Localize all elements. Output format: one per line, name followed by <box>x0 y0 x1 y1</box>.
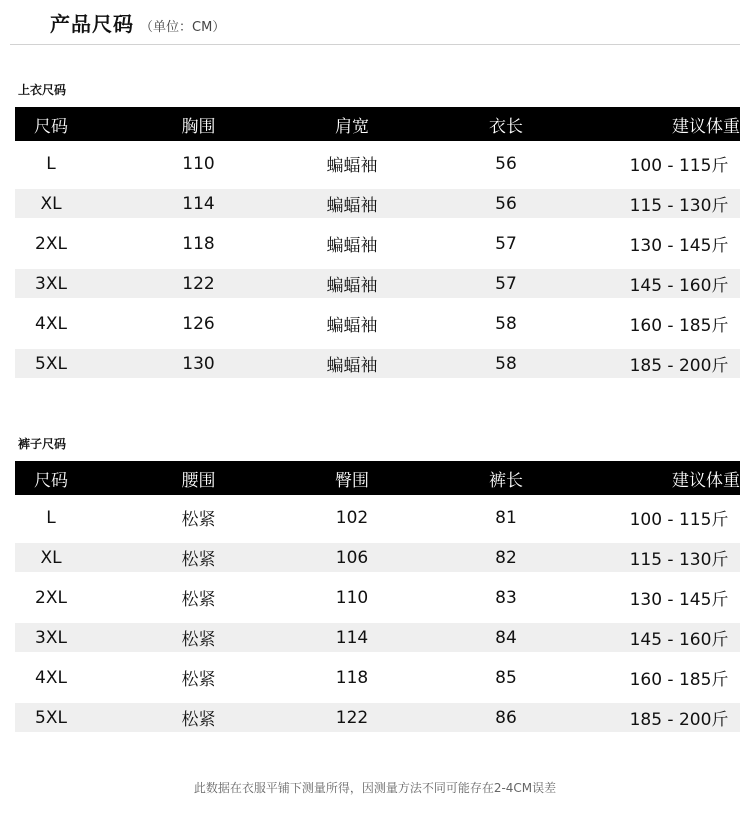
cell-hip: 122 <box>310 703 394 732</box>
page-title: 产品尺码 <box>50 12 134 36</box>
pants-size-label: 裤子尺码 <box>18 437 67 451</box>
cell-weight: 160 - 185斤 <box>629 316 729 336</box>
cell-waist: 松紧 <box>87 623 310 652</box>
cell-hip: 114 <box>310 623 394 652</box>
cell-weight: 100 - 115斤 <box>629 510 729 530</box>
table-row <box>15 189 740 218</box>
cell-shoulder: 蝙蝠袖 <box>326 156 378 176</box>
table-row <box>15 543 740 572</box>
column-header-length: 衣长 <box>394 107 618 141</box>
cell-weight: 100 - 115斤 <box>629 156 729 176</box>
cell-size: 5XL <box>15 349 87 378</box>
cell-weight: 115 - 130斤 <box>618 189 740 218</box>
table-row <box>15 623 740 652</box>
cell-weight: 160 - 185斤 <box>629 670 729 690</box>
pants-size-table <box>15 461 740 732</box>
cell-size: 4XL <box>35 313 67 334</box>
cell-length: 56 <box>495 153 517 174</box>
cell-length: 57 <box>495 233 517 254</box>
cell-shoulder: 蝙蝠袖 <box>326 236 378 256</box>
cell-chest: 110 <box>182 153 215 174</box>
cell-size: L <box>46 507 56 528</box>
table-row <box>15 229 740 258</box>
cell-pants-length: 86 <box>394 703 618 732</box>
cell-waist: 松紧 <box>87 703 310 732</box>
table-row <box>15 663 740 692</box>
cell-length: 58 <box>394 349 618 378</box>
cell-waist: 松紧 <box>181 670 216 690</box>
cell-size: L <box>46 153 56 174</box>
cell-shoulder: 蝙蝠袖 <box>310 189 394 218</box>
cell-weight: 115 - 130斤 <box>618 543 740 572</box>
cell-length: 56 <box>394 189 618 218</box>
unit-note: （单位：CM） <box>140 20 226 35</box>
column-header-shoulder: 肩宽 <box>310 107 394 141</box>
measurement-note: 此数据在衣服平铺下测量所得，因测量方法不同可能存在2-4CM误差 <box>193 781 557 795</box>
cell-weight: 130 - 145斤 <box>629 236 729 256</box>
cell-weight: 145 - 160斤 <box>618 269 740 298</box>
cell-chest: 114 <box>87 189 310 218</box>
table-row <box>15 503 740 532</box>
cell-weight: 145 - 160斤 <box>618 623 740 652</box>
cell-chest: 126 <box>182 313 215 334</box>
column-header-chest: 胸围 <box>87 107 310 141</box>
column-header-hip: 臀围 <box>310 461 394 495</box>
page-header <box>50 8 225 38</box>
cell-weight: 185 - 200斤 <box>618 349 740 378</box>
top-size-table <box>15 107 740 378</box>
cell-shoulder: 蝙蝠袖 <box>326 316 378 336</box>
cell-waist: 松紧 <box>181 590 216 610</box>
table-row <box>15 149 740 178</box>
cell-length: 58 <box>495 313 517 334</box>
table-row <box>15 349 740 378</box>
table-row <box>15 583 740 612</box>
cell-size: XL <box>15 543 87 572</box>
cell-waist: 松紧 <box>87 543 310 572</box>
cell-size: 2XL <box>35 587 67 608</box>
cell-chest: 118 <box>182 233 215 254</box>
cell-size: 2XL <box>35 233 67 254</box>
column-header-size: 尺码 <box>15 461 87 495</box>
column-header-waist: 腰围 <box>87 461 310 495</box>
cell-length: 57 <box>394 269 618 298</box>
cell-pants-length: 83 <box>495 587 517 608</box>
top-size-label: 上衣尺码 <box>18 83 67 97</box>
cell-shoulder: 蝙蝠袖 <box>310 269 394 298</box>
table-header-row <box>15 461 740 495</box>
column-header-pants-length: 裤长 <box>394 461 618 495</box>
cell-pants-length: 82 <box>394 543 618 572</box>
cell-chest: 130 <box>87 349 310 378</box>
cell-waist: 松紧 <box>181 510 216 530</box>
cell-weight: 185 - 200斤 <box>618 703 740 732</box>
table-row <box>15 703 740 732</box>
table-row <box>15 269 740 298</box>
cell-size: 3XL <box>15 623 87 652</box>
cell-hip: 110 <box>335 587 369 608</box>
cell-hip: 106 <box>310 543 394 572</box>
column-header-weight: 建议体重 <box>618 461 740 495</box>
cell-size: 4XL <box>35 667 67 688</box>
cell-shoulder: 蝙蝠袖 <box>310 349 394 378</box>
cell-pants-length: 81 <box>495 507 517 528</box>
cell-chest: 122 <box>87 269 310 298</box>
header-divider <box>10 44 740 45</box>
cell-size: XL <box>15 189 87 218</box>
column-header-weight: 建议体重 <box>618 107 740 141</box>
cell-pants-length: 84 <box>394 623 618 652</box>
cell-pants-length: 85 <box>495 667 517 688</box>
cell-weight: 130 - 145斤 <box>629 590 729 610</box>
cell-size: 3XL <box>15 269 87 298</box>
column-header-size: 尺码 <box>15 107 87 141</box>
cell-hip: 118 <box>335 667 369 688</box>
cell-size: 5XL <box>15 703 87 732</box>
cell-hip: 102 <box>335 507 369 528</box>
table-header-row <box>15 107 740 141</box>
table-row <box>15 309 740 338</box>
